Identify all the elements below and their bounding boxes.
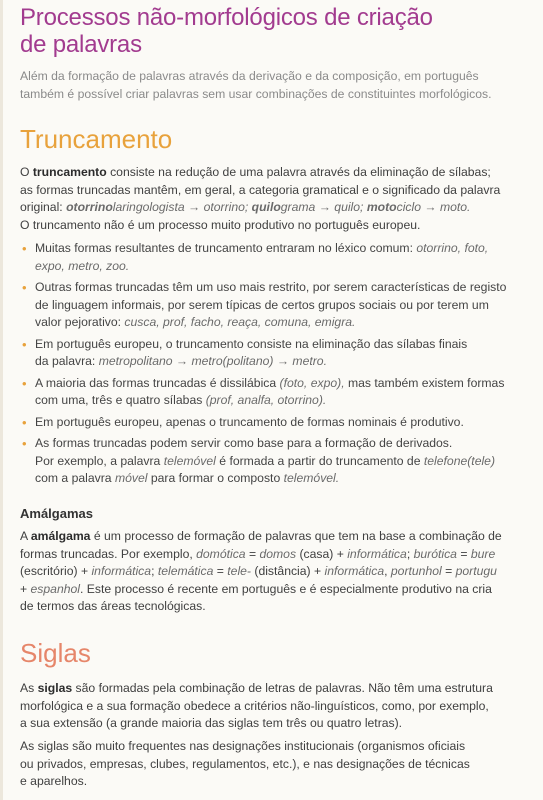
example: informática [324,564,385,578]
bullet-icon: • [22,414,27,430]
text: ; [151,564,158,578]
bullet-line [35,453,543,471]
example: domótica [196,546,246,561]
text: As [20,681,38,695]
siglas-line-3: a sua extensão (a grande maioria das siglas tem três ou quatro letras). [20,716,403,730]
text: O [20,165,33,179]
text: para formar o composto [147,471,284,485]
bullet-icon: • [22,280,27,295]
bullet-line [35,314,543,332]
bullet-line [35,375,543,393]
page-edge [0,0,3,800]
text: ; [406,546,414,561]
text: mas também existem formas [344,375,505,390]
bullet-icon: • [22,436,27,451]
list-item [20,240,543,275]
example: telefone(tele) [423,453,496,468]
example-bold: otorrino [66,200,113,214]
term-truncamento: truncamento [32,165,107,179]
text: = [456,546,471,561]
subsection-heading-amalgamas: Amálgamas [20,506,93,521]
example: expo, metro, zoo. [35,258,130,273]
text: formas truncadas. Por exemplo, [20,546,197,561]
text: (escritório) + [20,564,92,578]
example: domos [259,546,297,561]
siglas-line-6: e aparelhos. [20,774,88,788]
example: telemática [157,564,214,578]
amalgamas-line-2 [20,546,543,564]
example: burótica [413,546,457,561]
amalgamas-line-4 [20,581,543,599]
truncamento-line-4: O truncamento não é um processo muito produtivo no português europeu. [20,217,421,232]
siglas-line-4: As siglas são muito frequentes nas designações institucionais (organismos oficiais [20,739,466,753]
example: portunhol [390,564,442,578]
title-line-1: Processos não-morfológicos de criação [20,4,433,31]
example: móvel [114,471,148,485]
example: metropolitano → metro(politano) → metro. [98,354,327,368]
text: A maioria das formas truncadas é dissilábica [35,375,280,390]
text: é formada a partir do truncamento de [215,453,424,468]
text: = [441,564,456,578]
example: (prof, analfa, otorrino). [205,393,327,407]
text: com uma, três e quatro sílabas [35,393,206,407]
amalgamas-line-3 [20,563,543,581]
section-heading-truncamento: Truncamento [20,124,173,154]
example: bure [470,546,496,561]
bullet-line [35,470,543,488]
example: informática [91,564,152,578]
truncamento-paragraph [20,164,543,234]
siglas-line-1 [20,680,543,698]
amalgamas-line-1 [20,528,543,546]
text: original: [20,200,67,214]
list-item [20,279,543,332]
truncamento-line-1 [20,164,543,182]
text: . Este processo é recente em português e é especialmente produtivo na cria [80,581,492,596]
term-amalgama: amálgama [30,529,91,543]
example: laringologista → otorrino; [112,200,252,214]
example: ciclo → moto. [396,200,471,214]
intro-line-1: Além da formação de palavras através da derivação e da composição, em português [20,69,479,83]
text: com a palavra [35,471,115,485]
bullet-line: de linguagem informais, por serem típicas de certos grupos sociais ou por terem um [35,297,489,312]
truncamento-line-3 [20,199,543,217]
intro-paragraph [20,67,538,103]
example: tele- [227,564,251,578]
intro-line-2: também é possível criar palavras sem usar combinações de constituintes morfológicos. [20,87,492,101]
text: = [213,564,228,578]
amalgamas-line-5: de termos das áreas tecnológicas. [20,599,206,613]
example-bold: moto [366,200,397,214]
bullet-line [35,392,543,410]
bullet-line: Em português europeu, apenas o truncamento de formas nominais é produtivo. [35,414,464,429]
text: (distância) + [251,564,325,578]
example: informática [347,546,407,561]
bullet-icon: • [22,241,27,256]
bullet-line: Outras formas truncadas têm um uso mais restrito, por serem características de registo [35,280,507,294]
text: consiste na redução de uma palavra através da eliminação de sílabas; [106,165,491,179]
text: Muitas formas resultantes de truncamento entraram no léxico comum: [35,241,417,255]
amalgamas-paragraph [20,528,543,616]
example: telemóvel. [283,471,340,485]
bullet-line: As formas truncadas podem servir como base para a formação de derivados. [35,436,453,450]
title-line-2: de palavras [20,31,142,58]
example: portugu [455,564,497,578]
siglas-line-2: morfológica e a sua formação obedece a critérios não-linguísticos, como, por exemplo, [20,698,489,713]
truncamento-bullet-list [20,240,543,492]
list-item [20,336,543,371]
truncamento-line-2: as formas truncadas mantêm, em geral, a categoria gramatical e o significado da palavra [20,182,501,197]
example: grama → quilo; [280,200,367,214]
bullet-icon: • [22,336,27,352]
text: + [20,581,31,596]
bullet-line [35,353,543,371]
text: da palavra: [35,354,99,368]
example: espanhol [30,581,80,596]
list-item [20,375,543,410]
example: (foto, expo), [279,375,345,390]
text: valor pejorativo: [35,315,125,329]
example: cusca, prof, facho, reaça, comuna, emigra. [124,315,356,329]
list-item [20,414,543,432]
text: é um processo de formação de palavras que tem na base a combinação de [90,529,502,543]
bullet-line: Em português europeu, o truncamento consiste na eliminação das sílabas finais [35,336,468,351]
siglas-line-5: ou privados, empresas, clubes, regulamentos, etc.), e nas designações de técnicas [20,756,470,771]
text: Por exemplo, a palavra [35,453,164,468]
example: telemóvel [163,453,216,468]
bullet-line [35,240,543,258]
siglas-paragraph-2 [20,738,543,791]
example-bold: quilo [251,200,281,214]
text: são formadas pela combinação de letras de palavras. Não têm uma estrutura [72,681,493,695]
section-heading-siglas: Siglas [20,638,91,668]
text: (casa) + [296,546,348,561]
text: A [20,529,31,543]
text: , [384,564,391,578]
siglas-paragraph-1 [20,680,543,733]
example: otorrino, foto, [416,241,489,255]
bullet-icon: • [22,375,27,391]
page-title [20,4,540,58]
text: = [245,546,260,561]
list-item [20,435,543,488]
term-siglas: siglas [37,681,73,695]
